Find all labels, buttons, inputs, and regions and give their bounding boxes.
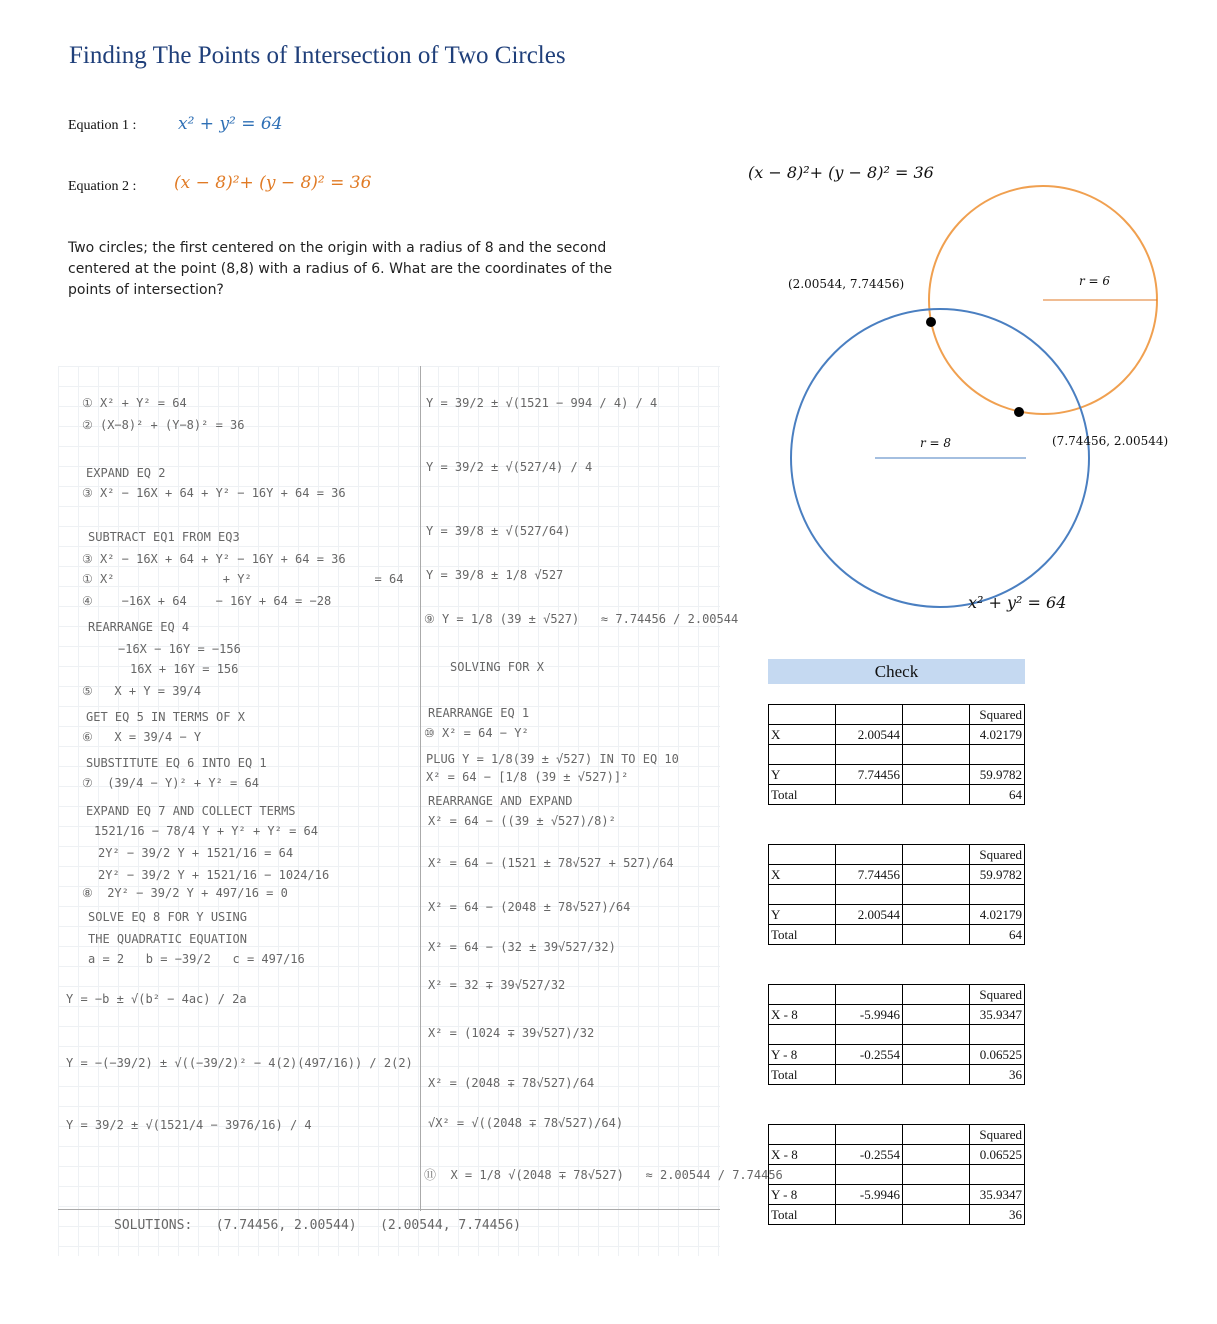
blank-cell [903, 785, 970, 805]
blank-cell [970, 885, 1025, 905]
worksheet-line: REARRANGE AND EXPAND [428, 794, 573, 808]
blank-cell [769, 1125, 836, 1145]
total-value: 64 [970, 785, 1025, 805]
check-table [768, 844, 1025, 945]
worksheet-line: SOLVE EQ 8 FOR Y USING [88, 910, 247, 924]
diagram-eq1-label: x² + y² = 64 [968, 593, 1067, 612]
blank-cell [903, 1185, 970, 1205]
worksheet-line: Y = 39/8 ± 1/8 √527 [426, 568, 564, 582]
row-label: X [769, 725, 836, 745]
row-label: Y [769, 905, 836, 925]
worksheet-line: ④ −16X + 64 − 16Y + 64 = −28 [82, 594, 332, 608]
blank-cell [836, 1205, 903, 1225]
row-value: 2.00544 [836, 725, 903, 745]
worksheet-line: EXPAND EQ 2 [86, 466, 166, 480]
point-bottom-label: (7.74456, 2.00544) [1052, 434, 1169, 448]
worksheet-line: X² = 64 − (1521 ± 78√527 + 527)/64 [428, 856, 674, 870]
row-squared: 59.9782 [970, 765, 1025, 785]
blank-cell [836, 845, 903, 865]
row-squared: 4.02179 [970, 905, 1025, 925]
blank-cell [836, 1165, 903, 1185]
check-table [768, 984, 1025, 1085]
blank-cell [769, 885, 836, 905]
worksheet-line: 1521/16 − 78/4 Y + Y² + Y² = 64 [94, 824, 318, 838]
worksheet-line: 16X + 16Y = 156 [130, 662, 239, 676]
row-label: Y - 8 [769, 1185, 836, 1205]
worksheet-line: ③ X² − 16X + 64 + Y² − 16Y + 64 = 36 [82, 552, 346, 566]
blank-cell [769, 845, 836, 865]
worksheet-line: X² = (2048 ∓ 78√527)/64 [428, 1076, 595, 1090]
blank-cell [970, 745, 1025, 765]
blank-cell [903, 745, 970, 765]
worksheet-line: 2Y² − 39/2 Y + 1521/16 = 64 [98, 846, 294, 860]
check-table [768, 1124, 1025, 1225]
blank-cell [903, 1045, 970, 1065]
equation-2-label: Equation 2 : [68, 179, 137, 194]
worksheet-line: ③ X² − 16X + 64 + Y² − 16Y + 64 = 36 [82, 486, 346, 500]
total-label: Total [769, 1205, 836, 1225]
worksheet-line: Y = 39/8 ± √(527/64) [426, 524, 571, 538]
blank-cell [903, 885, 970, 905]
diagram-eq2-label: (x − 8)²+ (y − 8)² = 36 [748, 163, 934, 182]
row-value: -5.9946 [836, 1005, 903, 1025]
worksheet-line: X² = 64 − ((39 ± √527)/8)² [428, 814, 616, 828]
circles-diagram [730, 150, 1217, 650]
blank-cell [903, 865, 970, 885]
worksheet-line: ① X² + Y² = 64 [82, 572, 404, 586]
row-squared: 35.9347 [970, 1185, 1025, 1205]
blank-cell [836, 985, 903, 1005]
row-label: X - 8 [769, 1005, 836, 1025]
blank-cell [769, 985, 836, 1005]
row-squared: 35.9347 [970, 1005, 1025, 1025]
worksheet-line: PLUG Y = 1/8(39 ± √527) IN TO EQ 10 [426, 752, 679, 766]
blank-cell [836, 745, 903, 765]
blank-cell [903, 725, 970, 745]
equation-1-label: Equation 1 : [68, 118, 137, 133]
radius-large-label: r = 8 [920, 436, 952, 450]
worksheet-line: EXPAND EQ 7 AND COLLECT TERMS [86, 804, 296, 818]
blank-cell [903, 1005, 970, 1025]
blank-cell [903, 905, 970, 925]
worksheet-line: ⑥ X = 39/4 − Y [82, 730, 202, 744]
total-label: Total [769, 1065, 836, 1085]
worksheet-line: X² = (1024 ∓ 39√527)/32 [428, 1026, 595, 1040]
row-squared: 0.06525 [970, 1145, 1025, 1165]
worksheet-line: ⑨ Y = 1/8 (39 ± √527) ≈ 7.74456 / 2.00544 [424, 612, 739, 626]
row-label: Y [769, 765, 836, 785]
blank-cell [970, 1165, 1025, 1185]
worksheet-line: ① X² + Y² = 64 [82, 396, 187, 410]
worksheet-line: √X² = √((2048 ∓ 78√527)/64) [428, 1116, 624, 1130]
row-squared: 59.9782 [970, 865, 1025, 885]
row-value: 7.74456 [836, 765, 903, 785]
blank-cell [769, 705, 836, 725]
worksheet-line: X² = 32 ∓ 39√527/32 [428, 978, 566, 992]
worksheet-line: GET EQ 5 IN TERMS OF X [86, 710, 245, 724]
worksheet-line: Y = −(−39/2) ± √((−39/2)² − 4(2)(497/16)) / 2(2) [66, 1056, 413, 1070]
page-title: Finding The Points of Intersection of Two Circles [69, 42, 566, 69]
worksheet-line: ⑦ (39/4 − Y)² + Y² = 64 [82, 776, 259, 790]
total-label: Total [769, 925, 836, 945]
blank-cell [769, 745, 836, 765]
blank-cell [903, 765, 970, 785]
row-label: X - 8 [769, 1145, 836, 1165]
blank-cell [836, 885, 903, 905]
row-value: -0.2554 [836, 1145, 903, 1165]
equation-2: (x − 8)²+ (y − 8)² = 36 [174, 173, 372, 193]
blank-cell [903, 1125, 970, 1145]
worksheet-line: REARRANGE EQ 4 [88, 620, 190, 634]
worksheet-line: −16X − 16Y = −156 [118, 642, 241, 656]
blank-cell [769, 1025, 836, 1045]
blank-cell [970, 1025, 1025, 1045]
blank-cell [903, 1065, 970, 1085]
worksheet-line: ⑤ X + Y = 39/4 [82, 684, 202, 698]
squared-header: Squared [970, 705, 1025, 725]
total-value: 36 [970, 1065, 1025, 1085]
worksheet-line: ⑪ X = 1/8 √(2048 ∓ 78√527) ≈ 2.00544 / 7.74456 [424, 1168, 783, 1182]
worksheet-divider [420, 366, 421, 1211]
worksheet-line: ② (X−8)² + (Y−8)² = 36 [82, 418, 245, 432]
equation-1: x² + y² = 64 [178, 114, 283, 134]
intersection-point-top [926, 317, 936, 327]
worksheet-line: X² = 64 − (32 ± 39√527/32) [428, 940, 616, 954]
worksheet-line: X² = 64 − [1/8 (39 ± √527)]² [426, 770, 629, 784]
squared-header: Squared [970, 985, 1025, 1005]
worksheet-line: ⑩ X² = 64 − Y² [424, 726, 529, 740]
blank-cell [836, 925, 903, 945]
worksheet-line: SUBTRACT EQ1 FROM EQ3 [88, 530, 240, 544]
row-squared: 4.02179 [970, 725, 1025, 745]
worksheet-line: SOLVING FOR X [450, 660, 544, 674]
worksheet-line: Y = 39/2 ± √(1521 − 994 / 4) / 4 [426, 396, 658, 410]
check-table [768, 704, 1025, 805]
row-value: -0.2554 [836, 1045, 903, 1065]
solutions-line: SOLUTIONS: (7.74456, 2.00544) (2.00544, 7.74456) [114, 1218, 521, 1233]
problem-statement: Two circles; the first centered on the origin with a radius of 8 and the second centered at the point (8,8) with a radius of 6. What are the coordinates of the points of intersection? [68, 240, 613, 298]
row-label: X [769, 865, 836, 885]
row-value: -5.9946 [836, 1185, 903, 1205]
check-header: Check [768, 659, 1025, 684]
worksheet-line: REARRANGE EQ 1 [428, 706, 530, 720]
squared-header: Squared [970, 1125, 1025, 1145]
total-value: 36 [970, 1205, 1025, 1225]
worksheet-line: 2Y² − 39/2 Y + 1521/16 − 1024/16 [98, 868, 330, 882]
blank-cell [903, 705, 970, 725]
blank-cell [903, 845, 970, 865]
handwritten-worksheet [58, 366, 783, 1256]
blank-cell [903, 1145, 970, 1165]
blank-cell [836, 705, 903, 725]
worksheet-line: SUBSTITUTE EQ 6 INTO EQ 1 [86, 756, 267, 770]
worksheet-line: THE QUADRATIC EQUATION [88, 932, 247, 946]
blank-cell [836, 1065, 903, 1085]
blank-cell [836, 1125, 903, 1145]
row-label: Y - 8 [769, 1045, 836, 1065]
worksheet-line: ⑧ 2Y² − 39/2 Y + 497/16 = 0 [82, 886, 288, 900]
worksheet-line: Y = 39/2 ± √(527/4) / 4 [426, 460, 593, 474]
point-top-label: (2.00544, 7.74456) [788, 277, 905, 291]
squared-header: Squared [970, 845, 1025, 865]
blank-cell [903, 1165, 970, 1185]
blank-cell [903, 925, 970, 945]
blank-cell [903, 1025, 970, 1045]
intersection-point-bottom [1014, 407, 1024, 417]
blank-cell [903, 985, 970, 1005]
blank-cell [836, 785, 903, 805]
worksheet-line: Y = −b ± √(b² − 4ac) / 2a [66, 992, 247, 1006]
blank-cell [903, 1205, 970, 1225]
row-squared: 0.06525 [970, 1045, 1025, 1065]
row-value: 7.74456 [836, 865, 903, 885]
worksheet-bottom-line [58, 1209, 720, 1210]
total-value: 64 [970, 925, 1025, 945]
worksheet-line: a = 2 b = −39/2 c = 497/16 [88, 952, 305, 966]
radius-small-label: r = 6 [1079, 274, 1111, 288]
worksheet-line: X² = 64 − (2048 ± 78√527)/64 [428, 900, 631, 914]
row-value: 2.00544 [836, 905, 903, 925]
blank-cell [836, 1025, 903, 1045]
worksheet-line: Y = 39/2 ± √(1521/4 − 3976/16) / 4 [66, 1118, 312, 1132]
total-label: Total [769, 785, 836, 805]
blank-cell [769, 1165, 836, 1185]
